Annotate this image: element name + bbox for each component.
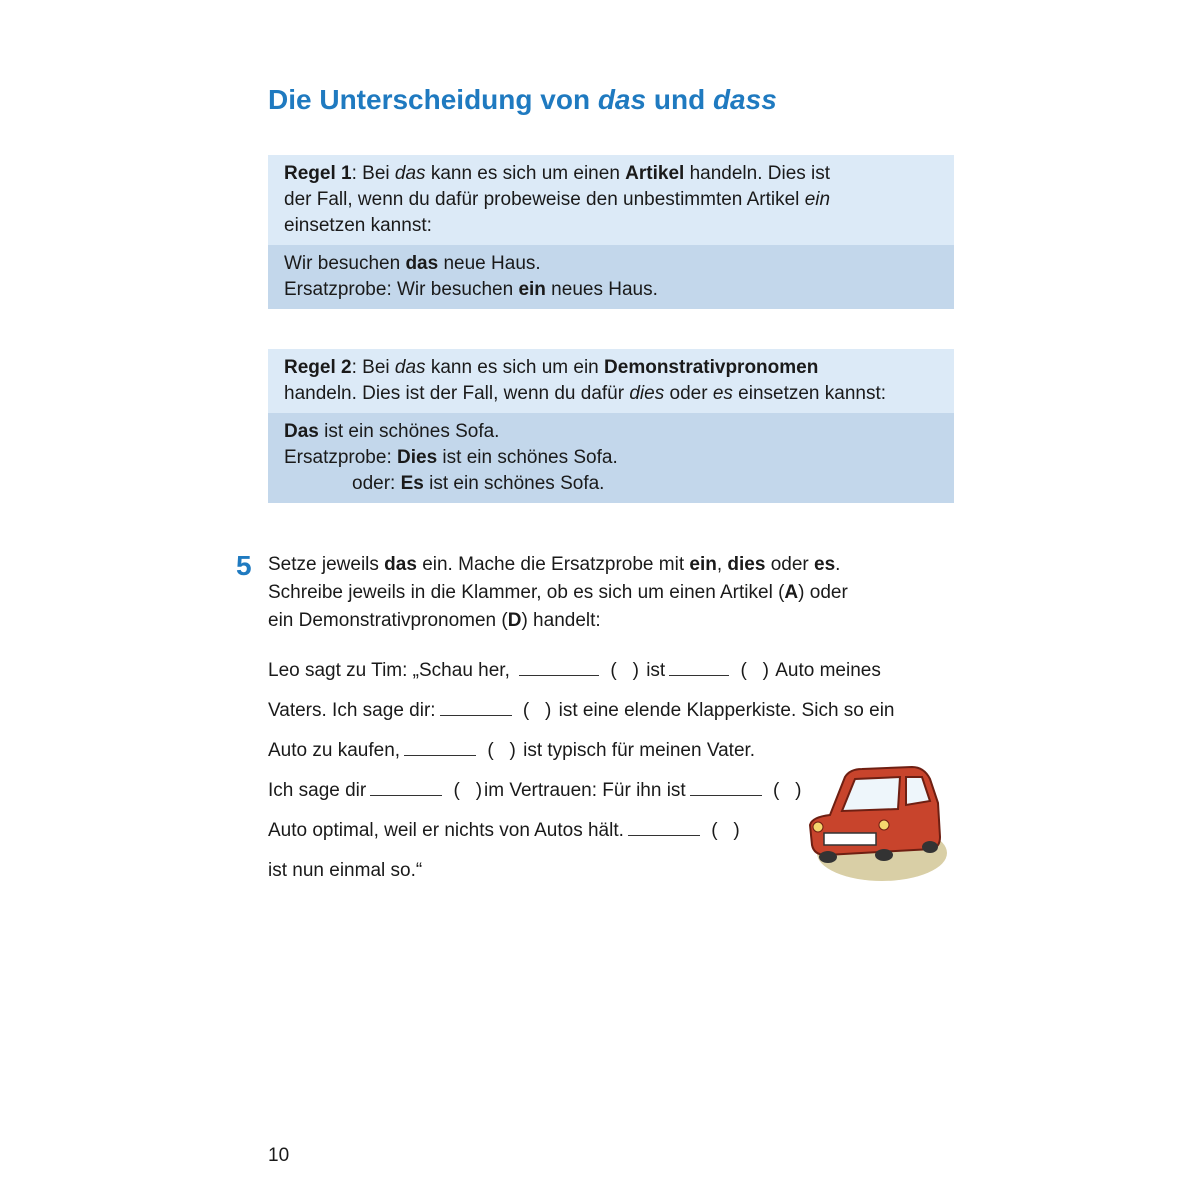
answer-blank[interactable] xyxy=(404,754,476,756)
answer-blank[interactable] xyxy=(370,794,442,796)
headlight xyxy=(813,822,823,832)
exercise-line-6: ist nun einmal so.“ xyxy=(268,860,423,881)
answer-blank[interactable] xyxy=(628,834,700,836)
answer-blank[interactable] xyxy=(669,674,729,676)
license-plate xyxy=(824,833,876,845)
rule-1-text: Regel 1: Bei das kann es sich um einen Artikel handeln. Dies ist der Fall, wenn du dafür probeweise den unbestimmten Artikel ein einsetzen kannst: xyxy=(268,155,954,245)
exercise-line-1: Leo sagt zu Tim: „Schau her, ( ) ist ( ) Auto meines xyxy=(268,660,881,681)
headlight xyxy=(879,820,889,830)
rule-2-example: Das ist ein schönes Sofa. Ersatzprobe: Dies ist ein schönes Sofa. oder: Es ist ein schönes Sofa. xyxy=(268,413,954,503)
task-instructions: Setze jeweils das ein. Mache die Ersatzprobe mit ein, dies oder es. Schreibe jeweils in die Klammer, ob es sich um einen Artikel (A) oder ein Demonstrativpronomen (D) handelt: xyxy=(268,554,848,631)
rule-1-example: Wir besuchen das neue Haus. Ersatzprobe: Wir besuchen ein neues Haus. xyxy=(268,245,954,309)
exercise-line-3: Auto zu kaufen, ( ) ist typisch für meinen Vater. xyxy=(268,740,756,761)
task-number: 5 xyxy=(236,550,252,581)
wheel xyxy=(819,851,837,863)
exercise-line-2: Vaters. Ich sage dir: ( ) ist eine elende Klapperkiste. Sich so ein xyxy=(268,700,895,721)
page-number: 10 xyxy=(268,1145,290,1166)
wheel xyxy=(922,841,938,853)
rule-1-box xyxy=(268,155,954,309)
exercise-line-4: Ich sage dir ( ) im Vertrauen: Für ihn ist ( ) xyxy=(268,780,802,801)
wheel xyxy=(875,849,893,861)
answer-blank[interactable] xyxy=(440,714,512,716)
page-title: Die Unterscheidung von das und dass xyxy=(268,84,777,115)
answer-blank[interactable] xyxy=(519,674,599,676)
exercise-line-5: Auto optimal, weil er nichts von Autos hält. ( ) xyxy=(268,820,740,841)
car-illustration xyxy=(800,755,950,885)
rule-2-box xyxy=(268,349,954,503)
answer-blank[interactable] xyxy=(690,794,762,796)
rule-2-text: Regel 2: Bei das kann es sich um ein Demonstrativpronomen handeln. Dies ist der Fall, wenn du dafür dies oder es einsetzen kannst: xyxy=(268,349,954,413)
